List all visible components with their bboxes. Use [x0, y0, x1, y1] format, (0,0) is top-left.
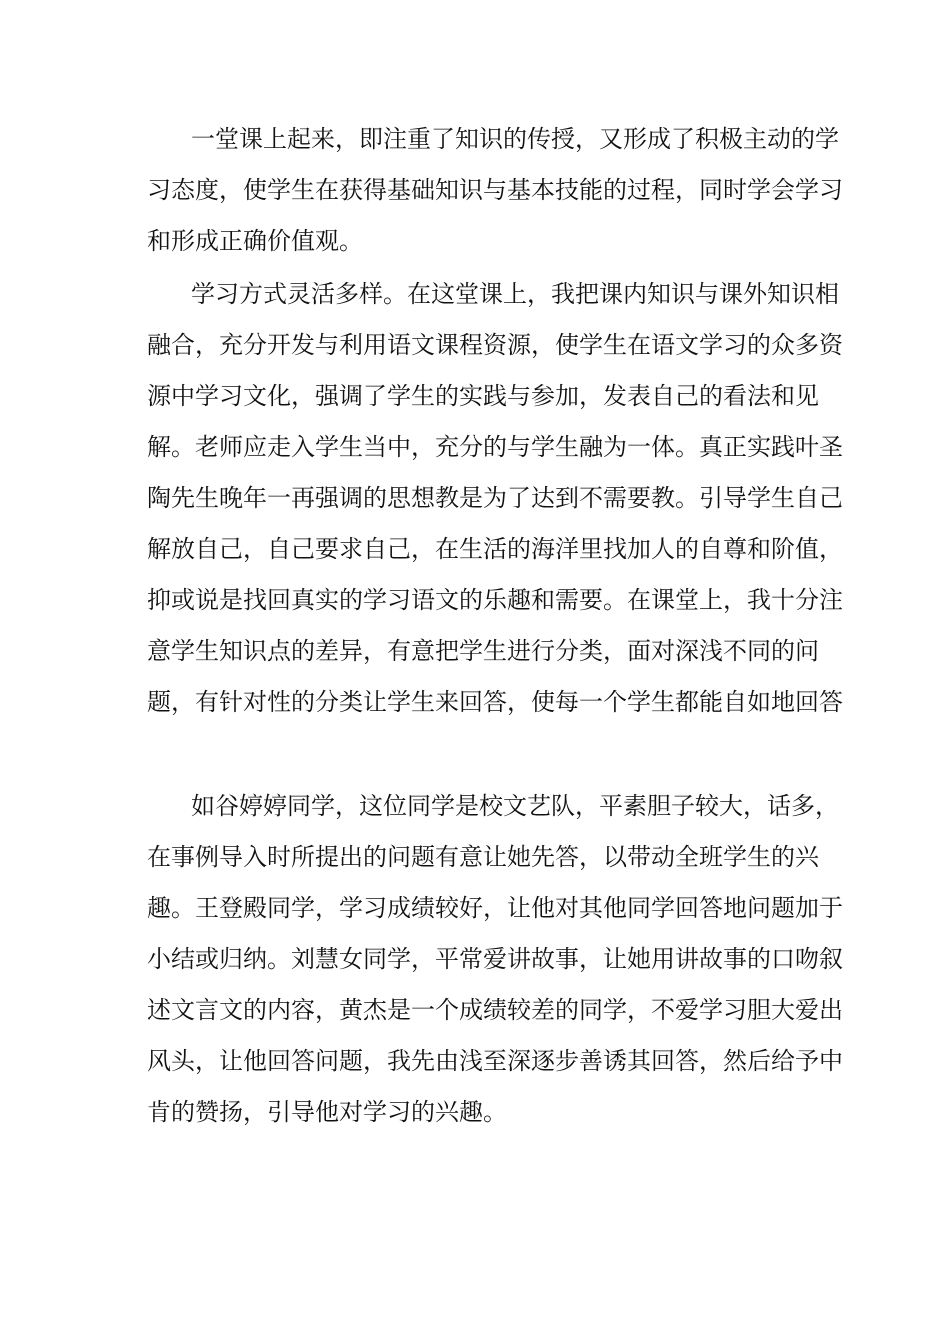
- text-line: 融合，充分开发与利用语文课程资源，使学生在语文学习的众多资: [147, 331, 843, 359]
- text-line: 题，有针对性的分类让学生来回答，使每一个学生都能自如地回答: [147, 688, 843, 716]
- text-line: 源中学习文化，强调了学生的实践与参加，发表自己的看法和见: [147, 382, 819, 410]
- text-line: 小结或归纳。刘慧女同学，平常爱讲故事，让她用讲故事的口吻叙: [147, 945, 843, 973]
- text-line: 抑或说是找回真实的学习语文的乐趣和需要。在课堂上，我十分注: [147, 586, 843, 614]
- text-line: 如谷婷婷同学，这位同学是校文艺队，平素胆子较大，话多，: [191, 792, 839, 820]
- text-line: 风头，让他回答问题，我先由浅至深逐步善诱其回答，然后给予中: [147, 1047, 843, 1075]
- text-line: 陶先生晚年一再强调的思想教是为了达到不需要教。引导学生自己: [147, 484, 843, 512]
- text-line: 解放自己，自己要求自己，在生活的海洋里找加人的自尊和阶值，: [147, 535, 843, 563]
- text-line: 肯的赞扬，引导他对学习的兴趣。: [147, 1098, 507, 1126]
- text-line: 和形成正确价值观。: [147, 227, 363, 255]
- text-line: 在事例导入时所提出的问题有意让她先答，以带动全班学生的兴: [147, 843, 819, 871]
- text-line: 述文言文的内容，黄杰是一个成绩较差的同学，不爱学习胆大爱出: [147, 996, 843, 1024]
- text-line: 学习方式灵活多样。在这堂课上，我把课内知识与课外知识相: [191, 280, 839, 308]
- text-line: 一堂课上起来，即注重了知识的传授，又形成了积极主动的学: [191, 125, 839, 153]
- text-line: 意学生知识点的差异，有意把学生进行分类，面对深浅不同的问: [147, 637, 819, 665]
- text-line: 趣。王登殿同学，学习成绩较好，让他对其他同学回答地问题加于: [147, 894, 843, 922]
- text-line: 解。老师应走入学生当中，充分的与学生融为一体。真正实践叶圣: [147, 433, 843, 461]
- text-line: 习态度，使学生在获得基础知识与基本技能的过程，同时学会学习: [147, 176, 843, 204]
